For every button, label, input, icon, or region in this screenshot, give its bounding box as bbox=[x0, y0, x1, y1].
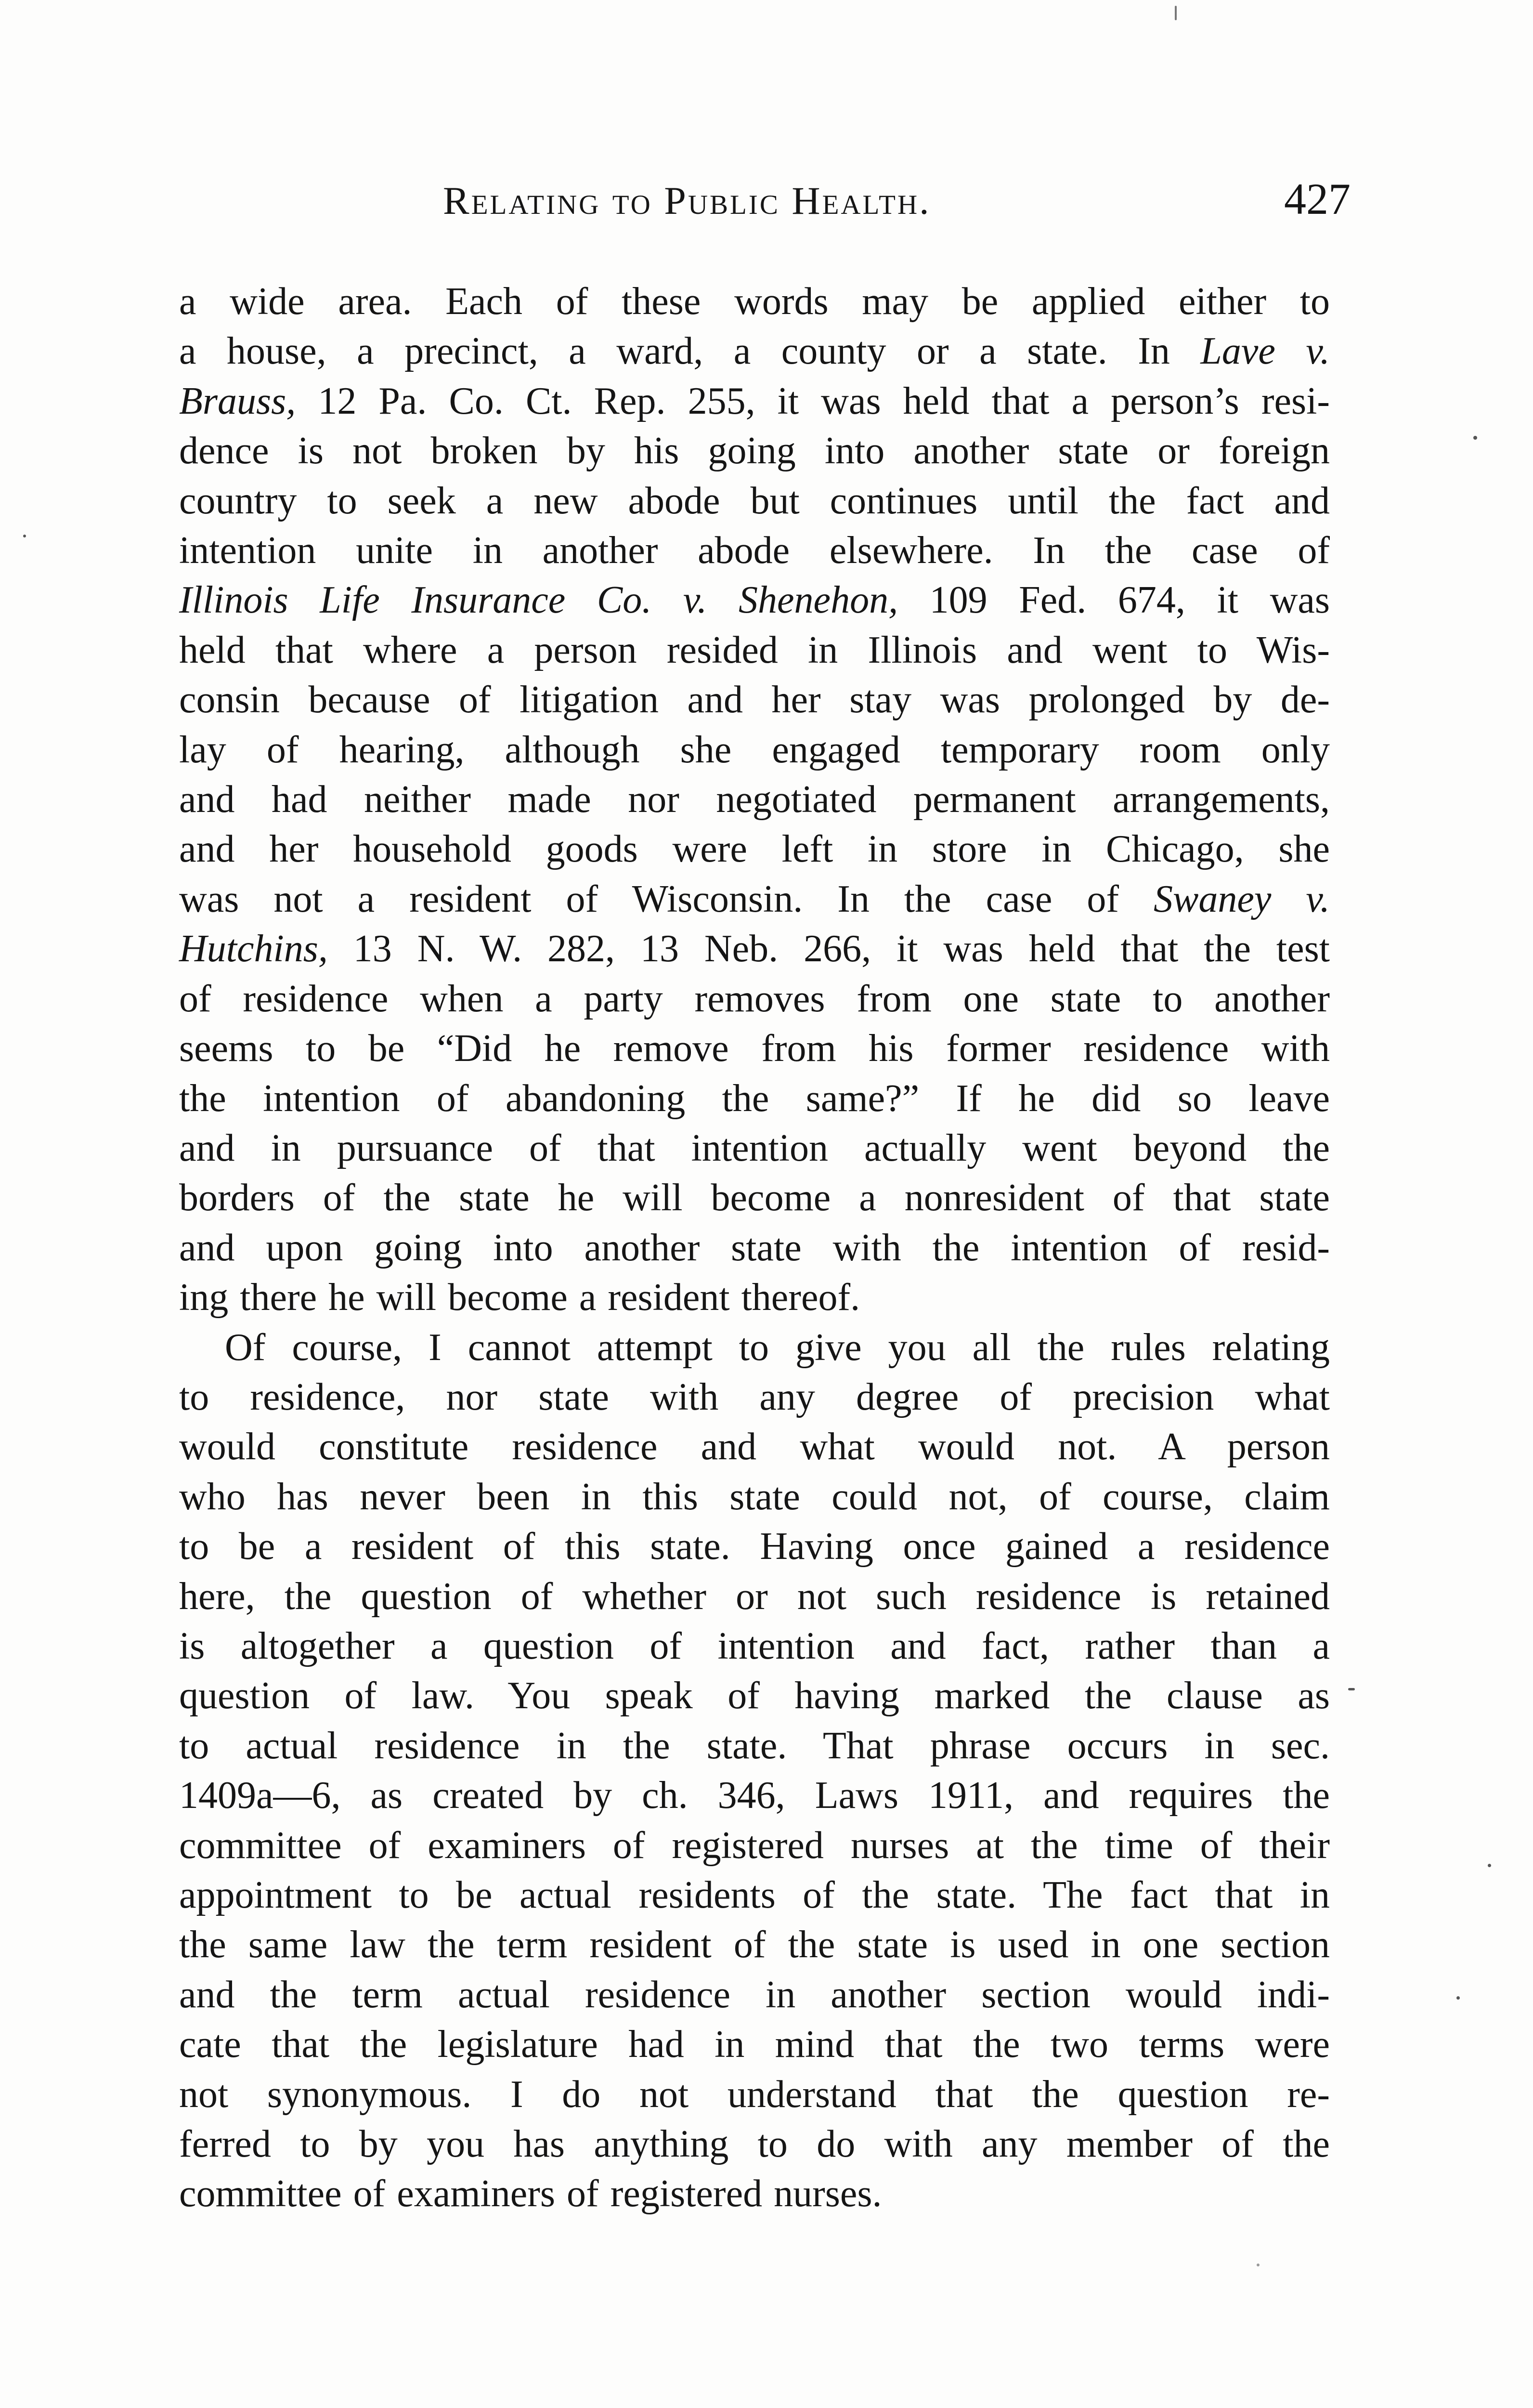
scan-speck bbox=[1348, 1688, 1355, 1690]
text-line: was not a resident of Wisconsin. In the case of Swaney v. bbox=[179, 877, 1330, 920]
text-line: seems to be “Did he remove from his former residence with bbox=[179, 1027, 1330, 1070]
text-line: and in pursuance of that intention actually went beyond the bbox=[179, 1126, 1330, 1169]
case-name: Lave v. bbox=[1200, 330, 1330, 373]
text-line: dence is not broken by his going into another state or foreign bbox=[179, 430, 1330, 472]
text-line: to actual residence in the state. That phrase occurs in sec. bbox=[179, 1724, 1330, 1767]
text-line: ing there he will become a resident thereof. bbox=[179, 1276, 860, 1319]
text-line: to residence, nor state with any degree of precision what bbox=[179, 1375, 1330, 1418]
text-line: intention unite in another abode elsewhere. In the case of bbox=[179, 529, 1330, 572]
text-line: ferred to by you has anything to do with any member of the bbox=[179, 2123, 1330, 2166]
text-line: and had neither made nor negotiated permanent arrangements, bbox=[179, 778, 1330, 821]
text-line: cate that the legislature had in mind that the two terms were bbox=[179, 2023, 1330, 2066]
text-line: here, the question of whether or not such residence is retained bbox=[179, 1575, 1330, 1618]
scan-speck bbox=[1257, 2264, 1260, 2266]
case-name: Swaney v. bbox=[1154, 877, 1330, 920]
text-line: not synonymous. I do not understand that the question re- bbox=[179, 2073, 1330, 2116]
text-line: borders of the state he will become a nonresident of that state bbox=[179, 1177, 1330, 1219]
text-line: committee of examiners of registered nurses. bbox=[179, 2172, 882, 2215]
page-number: 427 bbox=[1284, 174, 1351, 223]
text-line: who has never been in this state could not, of course, claim bbox=[179, 1475, 1330, 1518]
scan-mark bbox=[1175, 6, 1177, 20]
case-name: Brauss, bbox=[179, 380, 296, 422]
text-line: a house, a precinct, a ward, a county or a state. In Lave v. bbox=[179, 330, 1330, 373]
text-line: Hutchins, 13 N. W. 282, 13 Neb. 266, it was held that the test bbox=[179, 928, 1330, 970]
text-line: held that where a person resided in Illinois and went to Wis- bbox=[179, 628, 1330, 671]
scan-speck bbox=[1456, 1996, 1460, 2000]
body-text bbox=[179, 277, 1330, 2219]
text-line: and her household goods were left in store in Chicago, she bbox=[179, 828, 1330, 871]
text-line: and the term actual residence in another section would indi- bbox=[179, 1973, 1330, 2016]
text-line: Brauss, 12 Pa. Co. Ct. Rep. 255, it was held that a person’s resi- bbox=[179, 380, 1330, 422]
text-line: consin because of litigation and her stay was prolonged by de- bbox=[179, 679, 1330, 721]
text-line: appointment to be actual residents of the state. The fact that in bbox=[179, 1874, 1330, 1916]
case-name: Hutchins, bbox=[179, 928, 328, 970]
text-line: Illinois Life Insurance Co. v. Shenehon, 109 Fed. 674, it was bbox=[179, 579, 1330, 622]
running-head-title: Relating to Public Health. bbox=[443, 179, 931, 222]
text-line: a wide area. Each of these words may be applied either to bbox=[179, 280, 1330, 323]
text-line: lay of hearing, although she engaged temporary room only bbox=[179, 728, 1330, 771]
text-line: the intention of abandoning the same?” If he did so leave bbox=[179, 1077, 1330, 1120]
text-line: Of course, I cannot attempt to give you all the rules relating bbox=[225, 1326, 1330, 1369]
text-line: 1409a—6, as created by ch. 346, Laws 1911, and requires the bbox=[179, 1774, 1330, 1817]
text-line: committee of examiners of registered nurses at the time of their bbox=[179, 1824, 1330, 1867]
paragraph-1 bbox=[179, 277, 1330, 1323]
text-line: question of law. You speak of having marked the clause as bbox=[179, 1675, 1330, 1717]
scan-speck bbox=[23, 535, 26, 537]
text-line: is altogether a question of intention and fact, rather than a bbox=[179, 1624, 1330, 1667]
case-name: Illinois Life Insurance Co. v. Shenehon, bbox=[179, 579, 898, 622]
text-line: and upon going into another state with the intention of resid- bbox=[179, 1226, 1330, 1269]
scan-speck bbox=[1488, 1864, 1491, 1867]
text-line: the same law the term resident of the state is used in one section bbox=[179, 1924, 1330, 1966]
text-line: country to seek a new abode but continues until the fact and bbox=[179, 479, 1330, 522]
running-head bbox=[178, 174, 1351, 236]
text-line: would constitute residence and what would not. A person bbox=[179, 1426, 1330, 1468]
text-line: to be a resident of this state. Having once gained a residence bbox=[179, 1525, 1330, 1568]
scan-speck bbox=[1473, 436, 1477, 440]
paragraph-2 bbox=[179, 1323, 1330, 2219]
text-line: of residence when a party removes from one state to another bbox=[179, 977, 1330, 1020]
